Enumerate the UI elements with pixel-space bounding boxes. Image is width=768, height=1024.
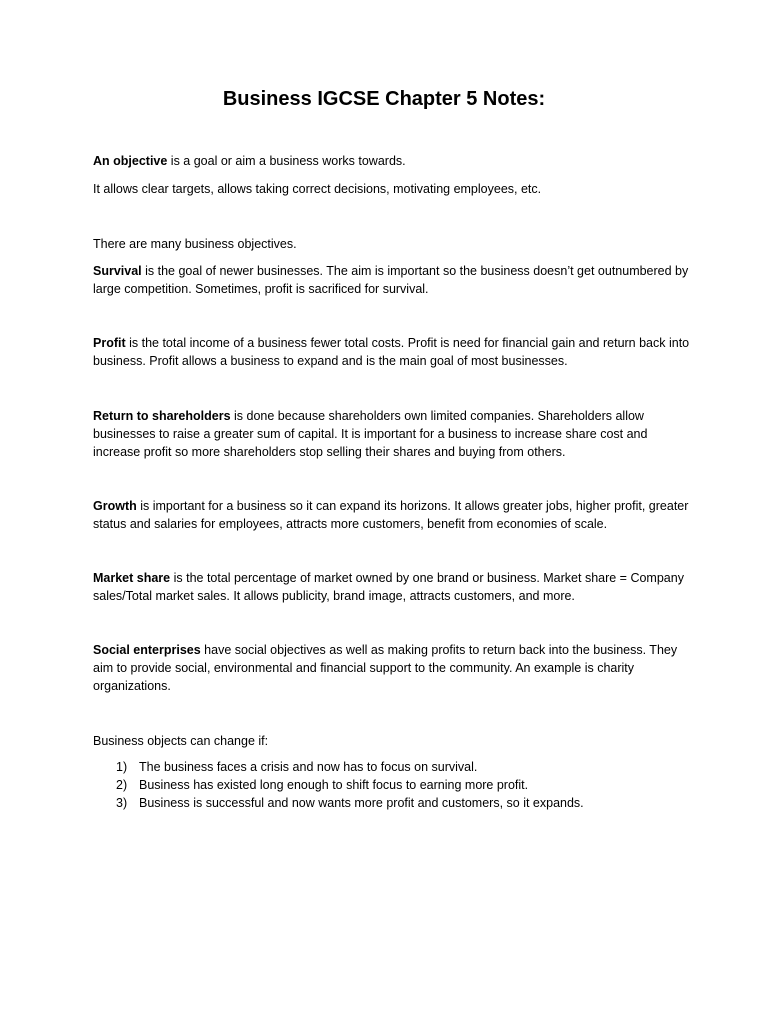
list-item-text: Business has existed long enough to shift focus to earning more profit. xyxy=(139,778,529,792)
list-number: 1) xyxy=(116,760,128,774)
list-number: 3) xyxy=(116,796,128,810)
paragraph-text: is the total percentage of market owned by one brand or business. Market share = Company sales/Total market sales. It allows publicity, brand image, attracts customers, and more. xyxy=(93,571,684,603)
list-item xyxy=(93,758,693,776)
paragraph-objectives-change xyxy=(93,732,693,750)
paragraph-return-to-shareholders xyxy=(93,407,693,461)
term-objective: An objective xyxy=(93,154,168,168)
paragraph-text: is important for a business so it can expand its horizons. It allows greater jobs, higher profit, greater status and salaries for employees, attracts more customers, benefit from economies of scale. xyxy=(93,499,689,531)
paragraph-text: is the total income of a business fewer total costs. Profit is need for financial gain and return back into business. Profit allows a business to expand and is the main goal of most businesses. xyxy=(93,336,690,368)
term-survival: Survival xyxy=(93,264,142,278)
page-title: Business IGCSE Chapter 5 Notes: xyxy=(222,88,546,110)
list-item-text: Business is successful and now wants more profit and customers, so it expands. xyxy=(139,796,584,810)
list-item-text: The business faces a crisis and now has to focus on survival. xyxy=(139,760,478,774)
paragraph-objective xyxy=(93,152,693,170)
paragraph-text: It allows clear targets, allows taking correct decisions, motivating employees, etc. xyxy=(93,182,542,196)
paragraph-text: is done because shareholders own limited companies. Shareholders allow businesses to raise a greater sum of capital. It is important for a business to increase share cost and increase profit so more shareholders stop selling their shares and buying from others. xyxy=(93,409,648,459)
paragraph-text: Business objects can change if: xyxy=(93,734,269,748)
paragraph-market-share xyxy=(93,569,693,605)
term-social-enterprises: Social enterprises xyxy=(93,643,201,657)
list-number: 2) xyxy=(116,778,128,792)
paragraph-text: is a goal or aim a business works towards. xyxy=(167,154,406,168)
term-market-share: Market share xyxy=(93,571,171,585)
term-growth: Growth xyxy=(93,499,137,513)
paragraph-profit xyxy=(93,334,693,370)
list-item xyxy=(93,776,693,794)
paragraph-text: is the goal of newer businesses. The aim is important so the business doesn’t get outnumbered by large competition. Sometimes, profit is sacrificed for survival. xyxy=(93,264,689,296)
paragraph-social-enterprises xyxy=(93,641,693,695)
paragraph-text: There are many business objectives. xyxy=(93,237,297,251)
paragraph-objective-benefits xyxy=(93,180,693,198)
term-return-to-shareholders: Return to shareholders xyxy=(93,409,231,423)
term-profit: Profit xyxy=(93,336,126,350)
list-item xyxy=(93,794,693,812)
paragraph-growth xyxy=(93,497,693,533)
paragraph-text: have social objectives as well as making profits to return back into the business. They aim to provide social, environmental and financial support to the community. An example is charity organizations. xyxy=(93,643,678,693)
change-reasons-list xyxy=(93,758,693,812)
paragraph-intro-objectives xyxy=(93,235,693,253)
paragraph-survival xyxy=(93,262,693,298)
